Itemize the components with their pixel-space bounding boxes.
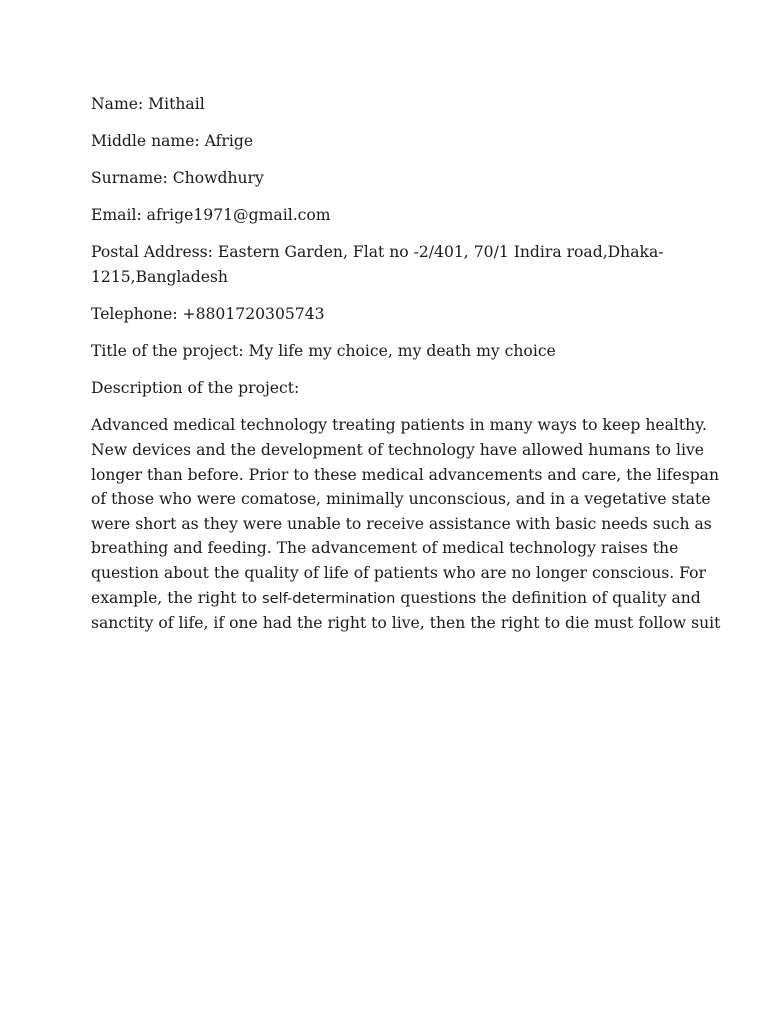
- description-line: Advanced medical technology treating patients in many ways to keep healthy.: [91, 416, 707, 435]
- middle-name-line: Middle name: Afrige: [91, 132, 254, 151]
- description-line: were short as they were unable to receive assistance with basic needs such as: [91, 514, 712, 533]
- document-body: [91, 92, 721, 636]
- postal-address-line-2: 1215,Bangladesh: [91, 267, 228, 286]
- description-line: of those who were comatose, minimally unconscious, and in a vegetative state: [91, 490, 711, 509]
- description-line: longer than before. Prior to these medical advancements and care, the lifespan: [91, 465, 720, 484]
- self-determination-term: self-determination: [262, 589, 396, 607]
- postal-address-block: [91, 240, 691, 289]
- description-line-with-term: [91, 586, 701, 612]
- surname-line: Surname: Chowdhury: [91, 169, 264, 188]
- postal-address-line-1: Postal Address: Eastern Garden, Flat no -2/401, 70/1 Indira road,Dhaka-: [91, 243, 664, 262]
- email-line: Email: afrige1971@gmail.com: [91, 206, 331, 225]
- description-line: New devices and the development of technology have allowed humans to live: [91, 440, 705, 459]
- description-text: questions the definition of quality and: [395, 588, 701, 607]
- description-heading: Description of the project:: [91, 379, 300, 398]
- description-line: question about the quality of life of patients who are no longer conscious. For: [91, 563, 706, 582]
- project-title-line: Title of the project: My life my choice, my death my choice: [91, 342, 556, 361]
- description-line: sanctity of life, if one had the right to live, then the right to die must follow suit: [91, 614, 721, 633]
- telephone-line: Telephone: +8801720305743: [91, 305, 325, 324]
- description-text: example, the right to: [91, 588, 263, 607]
- name-line: Name: Mithail: [91, 95, 205, 113]
- description-paragraph: [91, 413, 721, 635]
- description-line: breathing and feeding. The advancement of medical technology raises the: [91, 539, 679, 558]
